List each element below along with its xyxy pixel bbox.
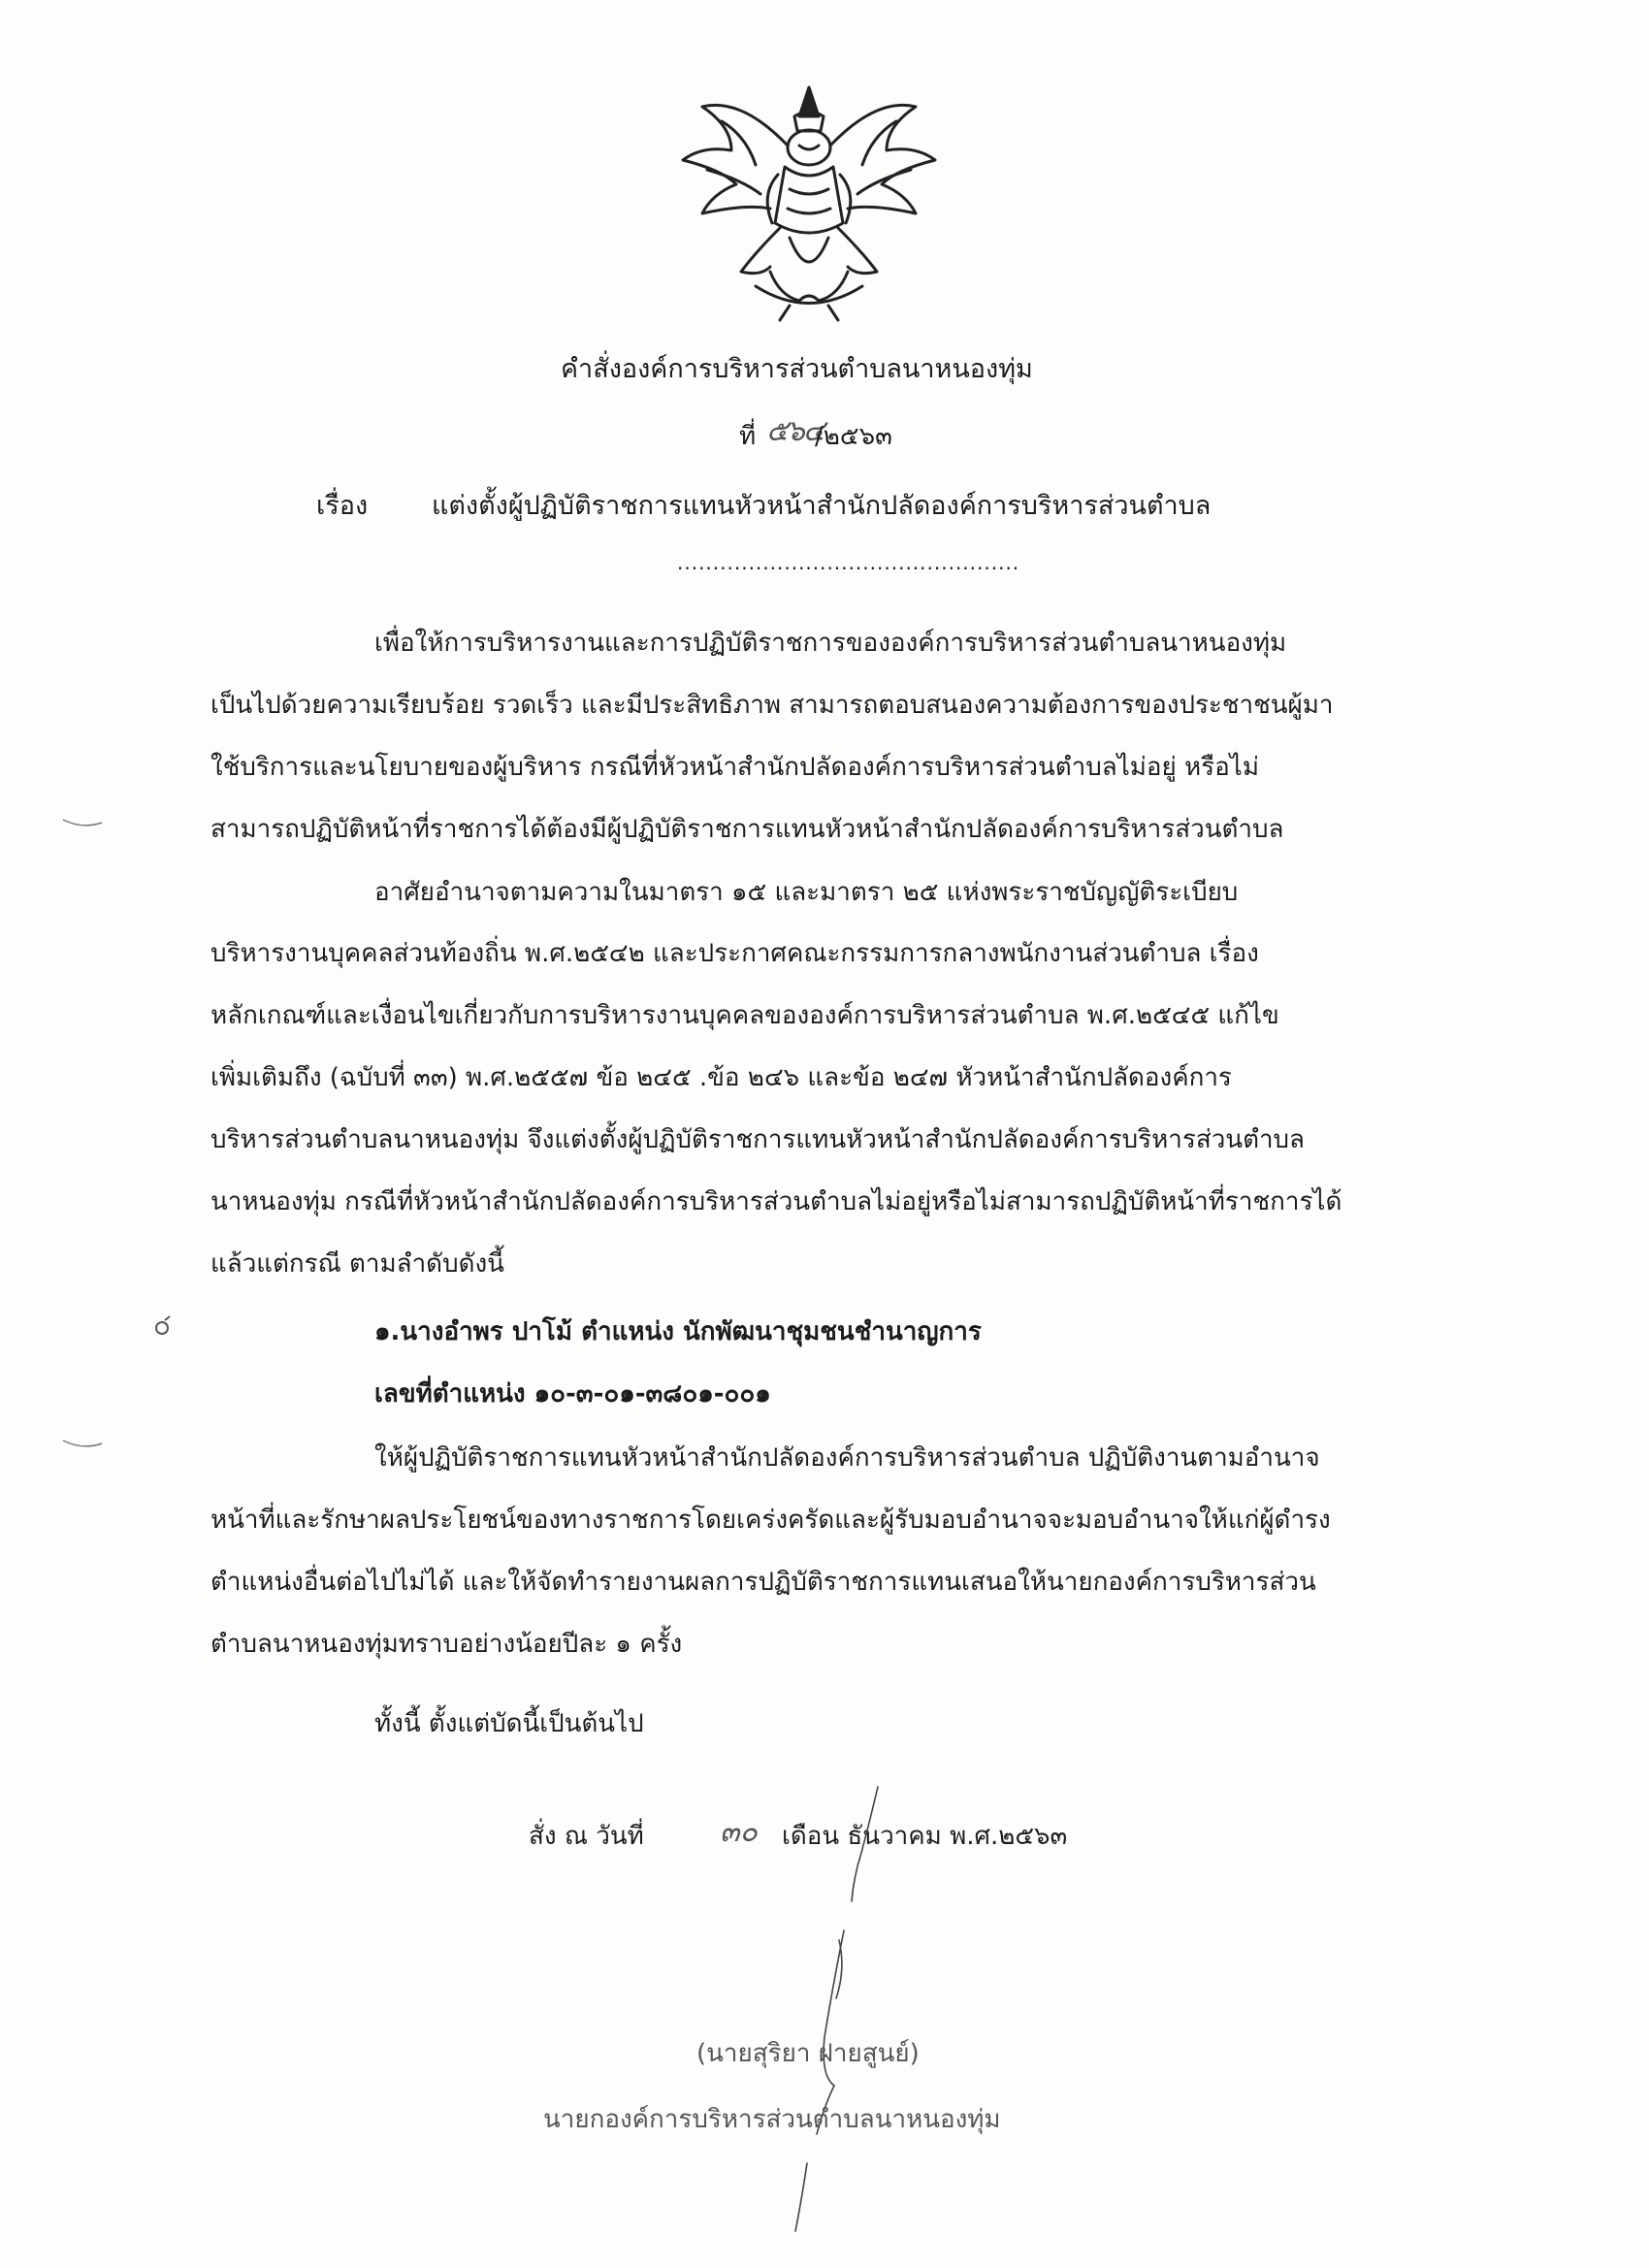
para3-line-3: ตำแหน่งอื่นต่อไปไม่ได้ และให้จัดทำรายงานผลการปฏิบัติราชการแทนเสนอให้นายกองค์การบริหารส่วน [210, 1568, 1316, 1597]
appointee-position-number: เลขที่ตำแหน่ง ๑๐-๓-๐๑-๓๘๐๑-๐๐๑ [374, 1379, 771, 1409]
signer-name: (นายสุริยา ฝายสูนย์) [696, 2039, 920, 2068]
para2-line-3: หลักเกณฑ์และเงื่อนไขเกี่ยวกับการบริหารงานบุคคลขององค์การบริหารส่วนตำบล พ.ศ.๒๕๔๕ แก้ไข [210, 1001, 1279, 1030]
ordered-month-year: เดือน ธันวาคม พ.ศ.๒๕๖๓ [782, 1822, 1068, 1851]
para2-line-5: บริหารส่วนตำบลนาหนองทุ่ม จึงแต่งตั้งผู้ปฏิบัติราชการแทนหัวหน้าสำนักปลัดองค์การบริหารส่วนตำบล [210, 1125, 1305, 1154]
para2-line-2: บริหารงานบุคคลส่วนท้องถิ่น พ.ศ.๒๕๔๒ และประกาศคณะกรรมการกลางพนักงานส่วนตำบล เรื่อง [210, 939, 1259, 968]
para2-line-1: อาศัยอำนาจตามความในมาตรา ๑๕ และมาตรา ๒๕ แห่งพระราชบัญญัติระเบียบ [374, 878, 1239, 907]
para1-line-2: เป็นไปด้วยความเรียบร้อย รวดเร็ว และมีประสิทธิภาพ สามารถตอบสนองความต้องการของประชาชนผู้มา [210, 691, 1334, 720]
para3-line-4: ตำบลนาหนองทุ่มทราบอย่างน้อยปีละ ๑ ครั้ง [210, 1630, 683, 1659]
para3-line-2: หน้าที่และรักษาผลประโยชน์ของทางราชการโดยเคร่งครัดและผู้รับมอบอำนาจจะมอบอำนาจให้แก่ผู้ดำรง [210, 1506, 1331, 1535]
para1-line-1: เพื่อให้การบริหารงานและการปฏิบัติราชการขององค์การบริหารส่วนตำบลนาหนองทุ่ม [374, 629, 1287, 658]
signer-title: นายกองค์การบริหารส่วนตำบลนาหนองทุ่ม [543, 2105, 1001, 2134]
header-divider: ................................................ [677, 551, 1020, 574]
para2-line-6: นาหนองทุ่ม กรณีที่หัวหน้าสำนักปลัดองค์การบริหารส่วนตำบลไม่อยู่หรือไม่สามารถปฏิบัติหน้าที่ราชการได้ [210, 1187, 1342, 1216]
order-number-handwritten: ๕๖๔ [766, 414, 824, 448]
order-title: คำสั่งองค์การบริหารส่วนตำบลนาหนองทุ่ม [561, 354, 1033, 384]
order-number-prefix: ที่ [739, 422, 757, 451]
ordered-day-handwritten: ๓๐ [720, 1815, 758, 1849]
subject-label: เรื่อง [316, 491, 369, 521]
para1-line-3: ใช้บริการและนโยบายของผู้บริหาร กรณีที่หัวหน้าสำนักปลัดองค์การบริหารส่วนตำบลไม่อยู่ หรือไม่ [210, 753, 1259, 782]
para2-line-4: เพิ่มเติมถึง (ฉบับที่ ๓๓) พ.ศ.๒๕๕๗ ข้อ ๒๔๕ .ข้อ ๒๔๖ และข้อ ๒๔๗ หัวหน้าสำนักปลัดองค์การ [210, 1063, 1232, 1092]
margin-mark [58, 1436, 107, 1455]
margin-mark [58, 815, 107, 834]
appointee-name-position: ๑.นางอำพร ปาโม้ ตำแหน่ง นักพัฒนาชุมชนชำนาญการ [374, 1317, 982, 1346]
para1-line-4: สามารถปฏิบัติหน้าที่ราชการได้ต้องมีผู้ปฏิบัติราชการแทนหัวหน้าสำนักปลัดองค์การบริหารส่วนตำบล [210, 815, 1284, 844]
hole-punch-mark [150, 1314, 179, 1344]
effective-statement: ทั้งนี้ ตั้งแต่บัดนี้เป็นต้นไป [374, 1709, 644, 1738]
para3-line-1: ให้ผู้ปฏิบัติราชการแทนหัวหน้าสำนักปลัดองค์การบริหารส่วนตำบล ปฏิบัติงานตามอำนาจ [374, 1443, 1320, 1473]
ordered-date-prefix: สั่ง ณ วันที่ [529, 1822, 644, 1851]
subject-text: แต่งตั้งผู้ปฏิบัติราชการแทนหัวหน้าสำนักปลัดองค์การบริหารส่วนตำบล [432, 491, 1212, 521]
para2-line-7: แล้วแต่กรณี ตามลำดับดังนี้ [210, 1249, 504, 1279]
order-number-suffix: /๒๕๖๓ [815, 422, 892, 451]
